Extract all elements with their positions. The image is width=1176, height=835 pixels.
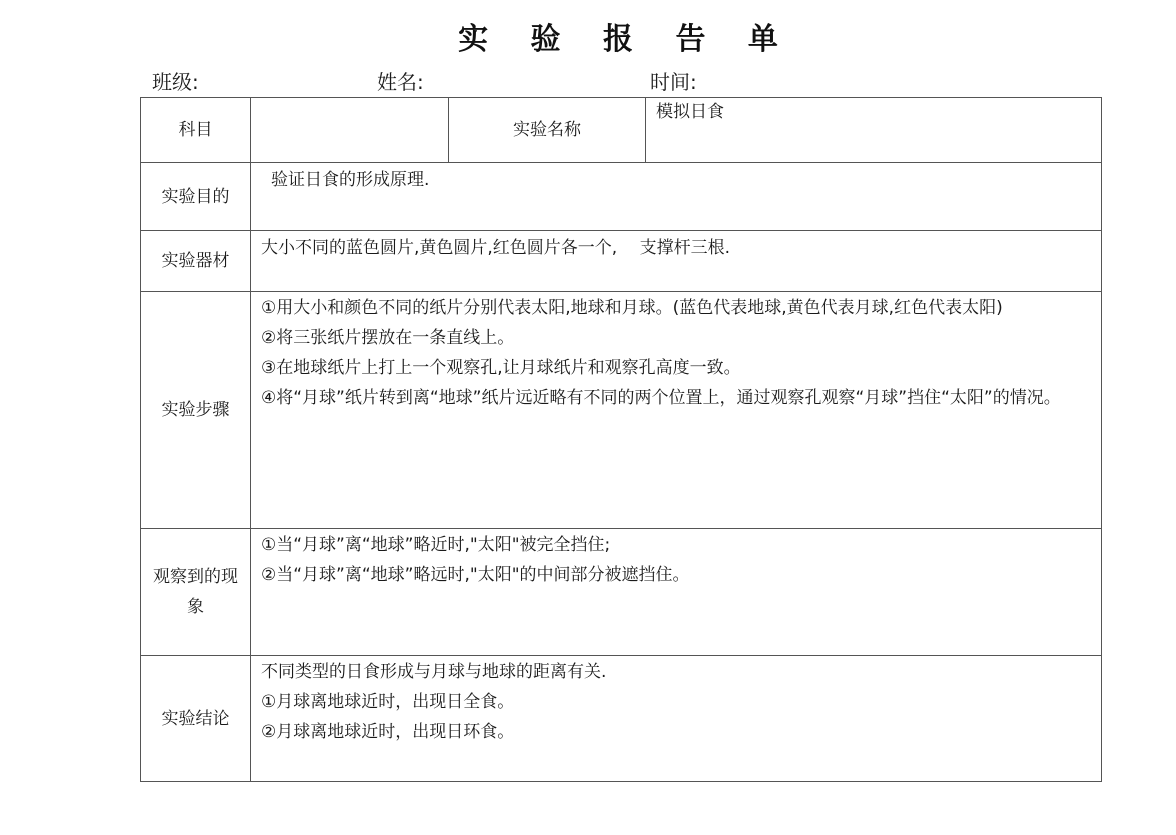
equipment-cell xyxy=(251,231,1102,292)
row-observation xyxy=(141,529,1102,656)
observation-list xyxy=(251,529,1101,590)
row-purpose xyxy=(141,163,1102,231)
time-label: 时间: xyxy=(650,70,697,94)
page-title: 实 验 报 告 单 xyxy=(458,22,794,57)
subject-value xyxy=(251,98,449,163)
conclusion-item: ①月球离地球近时，出现日全食。 xyxy=(261,692,515,712)
row-subject xyxy=(141,98,1102,163)
conclusion-label: 实验结论 xyxy=(141,656,251,782)
steps-list xyxy=(251,292,1101,413)
purpose-label: 实验目的 xyxy=(141,163,251,231)
observation-item: ①当“月球”离“地球”略近时,"太阳"被完全挡住; xyxy=(261,535,611,555)
experiment-name-value: 模拟日食 xyxy=(656,102,724,122)
steps-cell xyxy=(251,292,1102,529)
conclusion-cell xyxy=(251,656,1102,782)
row-conclusion xyxy=(141,656,1102,782)
purpose-cell xyxy=(251,163,1102,231)
conclusion-item: 不同类型的日食形成与月球与地球的距离有关. xyxy=(261,662,607,682)
experiment-name-cell xyxy=(646,98,1102,163)
experiment-name-label: 实验名称 xyxy=(449,98,646,163)
purpose-value: 验证日食的形成原理. xyxy=(271,170,430,190)
observation-item: ②当“月球”离“地球”略远时,"太阳"的中间部分被遮挡住。 xyxy=(261,565,690,585)
conclusion-item: ②月球离地球近时，出现日环食。 xyxy=(261,722,515,742)
observation-cell xyxy=(251,529,1102,656)
experiment-report-table xyxy=(140,97,1102,782)
step-item: ②将三张纸片摆放在一条直线上。 xyxy=(261,328,515,348)
step-item: ③在地球纸片上打上一个观察孔,让月球纸片和观察孔高度一致。 xyxy=(261,358,741,378)
class-label: 班级: xyxy=(152,70,199,94)
observation-label: 观察到的现象 xyxy=(141,529,251,656)
step-item: ④将“月球”纸片转到离“地球”纸片远近略有不同的两个位置上，通过观察孔观察“月球”挡住“太阳”的情况。 xyxy=(261,388,1061,408)
row-equipment xyxy=(141,231,1102,292)
row-steps xyxy=(141,292,1102,529)
equipment-value: 大小不同的蓝色圆片,黄色圆片,红色圆片各一个, 支撑杆三根. xyxy=(261,238,731,258)
conclusion-list xyxy=(251,656,1101,747)
equipment-label: 实验器材 xyxy=(141,231,251,292)
steps-label: 实验步骤 xyxy=(141,292,251,529)
step-item: ①用大小和颜色不同的纸片分别代表太阳,地球和月球。(蓝色代表地球,黄色代表月球,红色代表太阳) xyxy=(261,298,1003,318)
subject-label: 科目 xyxy=(141,98,251,163)
name-label: 姓名: xyxy=(377,70,424,94)
